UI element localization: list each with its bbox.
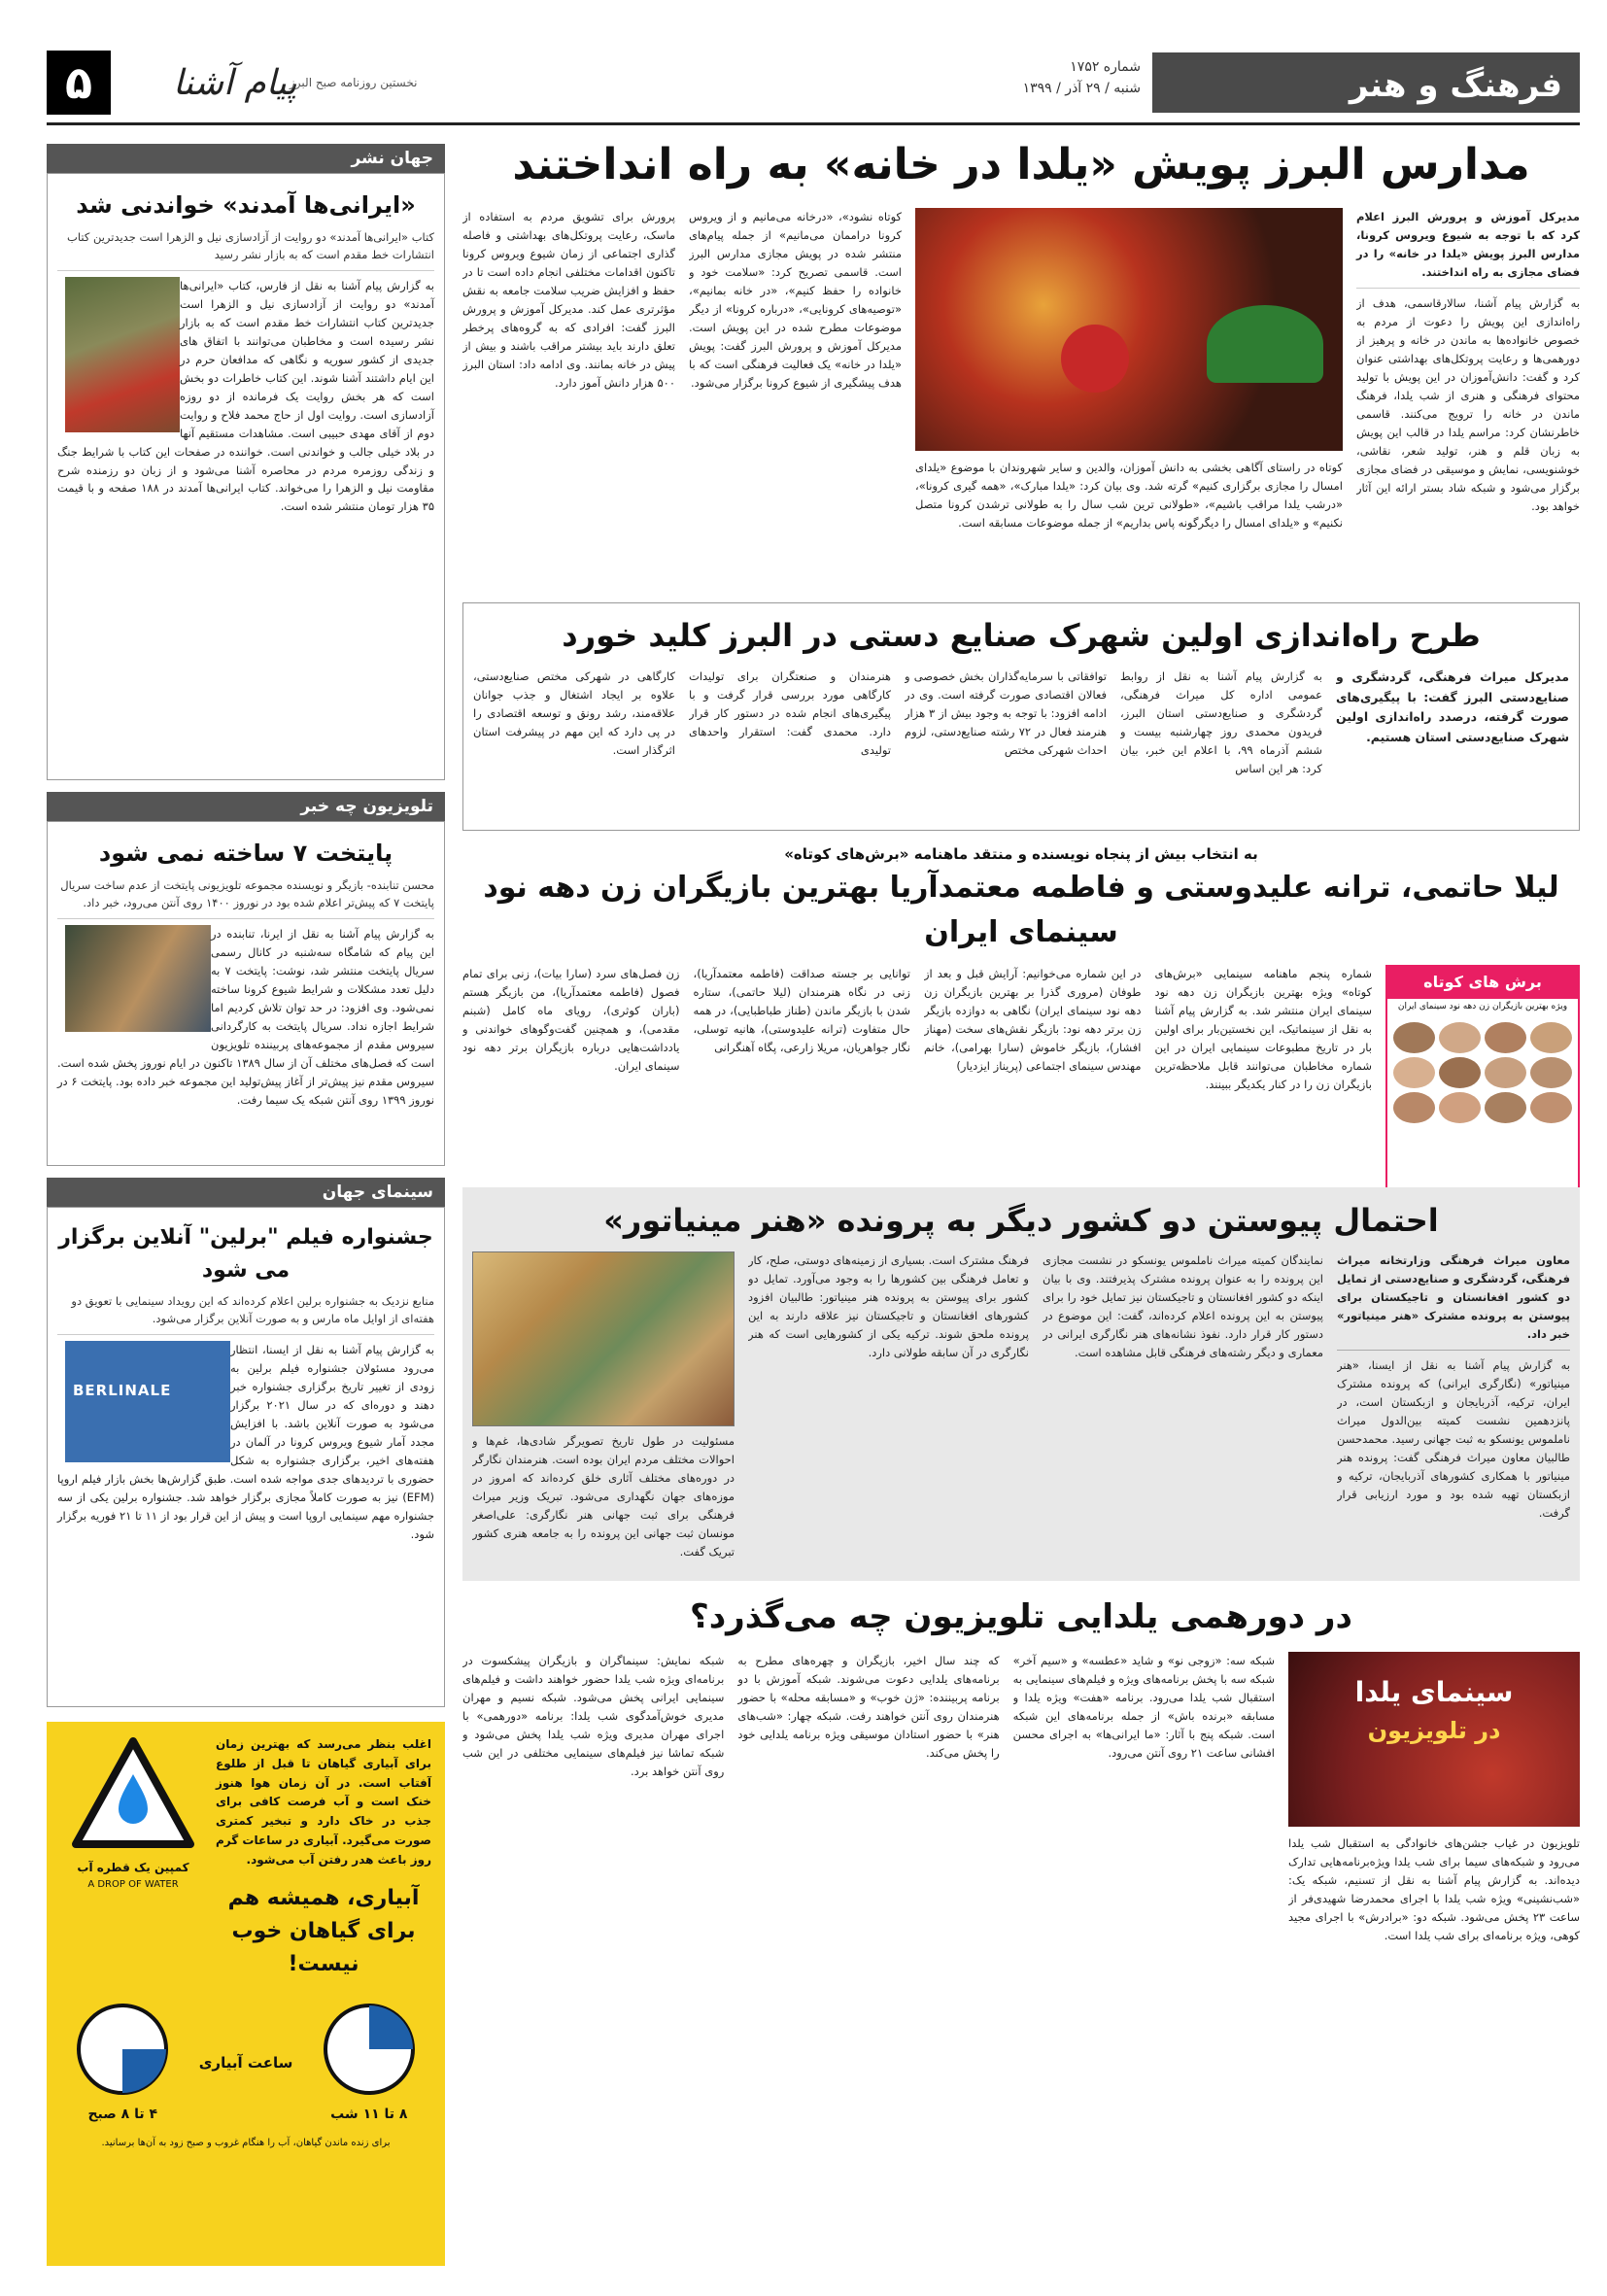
ad-footnote: برای زنده ماندن گیاهان، آب را هنگام غروب و صبح زود به آن‌ها برسانید. <box>101 2137 391 2148</box>
newspaper-tagline: نخستین روزنامه صبح البرز <box>290 76 418 89</box>
yalda-lead: مدیرکل آموزش و پرورش البرز اعلام کرد که با توجه به شیوع ویروس کرونا، مدارس البرز پویش «یلدا در خانه» را در فضای مجازی به راه انداختند. <box>1356 208 1580 289</box>
ad-brand: کمپین یک قطره آب <box>77 1861 189 1875</box>
tv-lead: محسن تنابنده- بازیگر و نویسنده مجموعه تلویزیونی پایتخت از عدم ساخت سریال پایتخت ۷ که پیش‌تر اعلام شده بود در نوروز ۱۴۰۰ روی آنتن می‌رود، خبر داد. <box>57 877 434 919</box>
tv-header: تلویزیون چه خبر <box>47 792 445 821</box>
miniature-painting-image <box>472 1251 735 1426</box>
crafts-col1: به گزارش پیام آشنا به نقل از روابط عمومی اداره کل میراث فرهنگی، گردشگری و صنایع‌دستی استان البرز، فریدون محمدی روز چهارشنبه بیست و ششم آذرماه ۹۹، با اعلام این خبر، بیان کرد: هر این اساس <box>1120 669 1322 775</box>
berlinale-text: BERLINALE <box>73 1381 172 1399</box>
miniature-title: احتمال پیوستن دو کشور دیگر به پرونده «هنر مینیاتور» <box>603 1202 1439 1239</box>
section-header <box>1152 52 1580 113</box>
water-campaign-ad <box>47 1722 445 2266</box>
poster-line1: سینمای یلدا <box>1354 1676 1514 1708</box>
actresses-col4: زن فصل‌های سرد (سارا بیات)، زنی برای تمام فصول (فاطمه معتمدآریا)، من بازیگر هستم (باران کوثری)، رویای ماه کامل (شبنم مقدمی)، و همچنین گفت‌وگوهای خواندنی و یادداشت‌هایی درباره بازیگران برتر دهه نود سینمای ایران. <box>462 967 680 1074</box>
book-cover-image <box>65 277 180 432</box>
clock-morning-label: ۴ تا ۸ صبح <box>87 2107 158 2122</box>
yalda-tv-col4: شبکه نمایش: سینماگران و بازیگران پیشکسوت در برنامه‌ای ویژه شب یلدا حضور خواهند داشت و فیلم‌های سینمایی ایرانی پخش می‌شود. شبکه نسیم و مهران مدیری خوش‌آمدگوی شب یلدا: برنامه «دورهمی» با اجرای مهران مدیری ویژه شب یلدا پخش می‌شود و شبکه تماشا نیز فیلم‌های سینمایی مختلفی در این شب روی آنتن خواهد برد. <box>462 1654 725 1778</box>
crafts-col2: توافقاتی با سرمایه‌گذاران بخش خصوصی و فعالان اقتصادی صورت گرفته است. وی در ادامه افزود: با توجه به وجود بیش از ۳ هزار هنرمند فعال در ۷۲ رشته صنایع‌دستی، لزوم احداث شهرکی مختص <box>905 669 1107 757</box>
actresses-article <box>462 843 1580 1179</box>
clock-morning-icon <box>74 2001 171 2098</box>
yalda-tv-col3: که چند سال اخیر، بازیگران و چهره‌های مطرح به برنامه‌های یلدایی دعوت می‌شوند. شبکه آموزش با دو برنامه پربیننده: «ژن خوب» و «مسابقه محله» با حضور هنرمندان روی آنتن خواهند رفت. شبکه چهار: «شب‌های هنر» با حضور استادان موسیقی ویژه برنامه یلدایی خود را پخش می‌کند. <box>737 1654 1000 1760</box>
issue-info <box>1023 56 1141 100</box>
poster-line2: در تلویزیون <box>1367 1717 1501 1745</box>
actresses-kicker: به انتخاب بیش از پنجاه نویسنده و منتقد ماهنامه «برش‌های کوتاه» <box>784 845 1258 863</box>
warning-water-icon <box>70 1735 196 1852</box>
yalda-col1: به گزارش پیام آشنا، سالارقاسمی، هدف از راه‌اندازی این پویش را دعوت از مردم به خصوص خانواده‌ها به ماندن در خانه و پرهیز از دورهمی‌ها و رعایت پروتکل‌های بهداشتی عنوان کرد و گفت: دانش‌آموزان در این پویش با تولید محتوای فرهنگی و هنری از شب یلدا، فرهنگ ماندن در خانه را ترویج می‌کنند. قاسمی خاطرنشان کرد: مراسم یلدا در قالب این پویش به زبان قلم و هنر، تولید شعر، نقاشی، خوشنویسی، نمایش و موسیقی در فضای مجازی برگزار می‌شود و شبکه شاد بستر ارائه این آثار خواهد بود. <box>1356 295 1580 513</box>
publish-lead: کتاب «ایرانی‌ها آمدند» دو روایت از آزادسازی نیل و الزهرا است جدیدترین کتاب انتشارات خط مقدم است که به بازار نشر رسید <box>57 229 434 271</box>
tv-title: پایتخت ۷ ساخته نمی شود <box>98 840 393 867</box>
yalda-tv-col1: تلویزیون در غیاب جشن‌های خانوادگی به استقبال شب یلدا می‌رود و شبکه‌های سیما برای شب یلدا ویژه‌برنامه‌هایی تدارک دیده‌اند. به گزارش پیام آشنا به نقل از تسنیم، شبکه یک: «شب‌نشینی» ویژه شب یلدا با اجرای محمدرضا شهیدی‌فر از ساعت ۲۳ پخش می‌شود. شبکه دو: «برادرش» با اجرای مجید کوهی، ویژه برنامه‌ای برای شب یلدا است. <box>1288 1836 1580 1942</box>
actresses-col1: شماره پنجم ماهنامه سینمایی «برش‌های کوتاه» ویژه بهترین بازیگران زن دهه نود سینمای ایران منتشر شد. به گزارش پیام آشنا به نقل از سینماتیک، این نخستین‌بار برای اولین بار در تاریخ مطبوعات سینمایی ایران در این شماره مخاطبان می‌توانند قابل ملاحظه‌ترین بازیگران زن را در کنار یکدیگر ببینند. <box>1154 967 1372 1092</box>
masthead-rule <box>47 122 1580 125</box>
publish-title: «ایرانی‌ها آمدند» خواندنی شد <box>76 191 416 219</box>
yalda-col4: پرورش برای تشویق مردم به استفاده از ماسک، رعایت پروتکل‌های بهداشتی و فاصله گذاری اجتماعی از زمان شیوع ویروس کرونا تاکنون اقدامات مختلفی انجام داده است تا در حفظ و افزایش ضریب سلامت جامعه به نقش مؤثرتری عمل کند. مدیرکل آموزش و پرورش البرز گفت: افرادی که به گروه‌های پرخطر تعلق دارند باید بیشتر مراقب باشند و بیش از پیش در خانه بمانند. وی ادامه داد: استان البرز ۵۰۰ هزار دانش آموز دارد. <box>462 210 675 390</box>
newspaper-logo: پیام آشنا <box>173 63 297 103</box>
ad-brand-en: A DROP OF WATER <box>87 1878 179 1890</box>
miniature-col2: نمایندگان کمیته میراث ناملموس یونسکو در نشست مجازی این پرونده را به عنوان پرونده مشترک پذیرفتند. وی با بیان اینکه دو کشور افغانستان و تاجیکستان نیز تمایل خود را برای پیوستن به این پرونده اعلام کرده‌اند، گفت: این موضوع در دستور کار قرار دارد. نفوذ نشانه‌های هنر نگارگری ایرانی در معماری و دیگر رشته‌های فرهنگی قابل مشاهده است. <box>1043 1253 1323 1359</box>
berlinale-image <box>65 1341 230 1462</box>
magazine-cover-image <box>1385 965 1580 1198</box>
miniature-col4: مسئولیت در طول تاریخ تصویرگر شادی‌ها، غم‌ها و احوالات مختلف مردم ایران بوده است. هنرمندان نگارگر در دوره‌های مختلف آثاری خلق کرده‌اند که امروز در موزه‌های جهان نگهداری می‌شود. تبریک وزیر میراث فرهنگی برای ثبت جهانی هنر نگارگری: علی‌اصغر مونسان ثبت جهانی این پرونده را به جامعه هنری کشور تبریک گفت. <box>472 1434 735 1559</box>
yalda-col3: کوتاه نشود»، «درخانه می‌مانیم و از ویروس کرونا دراممان می‌مانیم» از جمله پیام‌های منتشر شده در پویش مجازی مدارس البرز است. قاسمی تصریح کرد: «سلامت خود و خانواده را حفظ کنیم»، «در خانه بمانیم»، «توصیه‌های کرونایی»، «درباره کرونا» از دیگر موضوعات مطرح شده در این پویش است. مدیرکل آموزش و پرورش البرز گفت: پویش «یلدا در خانه» یک فعالیت فرهنگی است که با هدف پیشگیری از شیوع کرونا برگزار می‌شود. <box>689 210 902 390</box>
cinema-news-block <box>47 1178 445 1707</box>
tv-body: به گزارش پیام آشنا به نقل از ایرنا، تنابنده در این پیام که شامگاه سه‌شنبه در کانال رسمی سریال پایتخت منتشر شد، نوشت: پایتخت ۷ به دلیل تعدد مشکلات و شرایط شیوع کرونا ساخته نمی‌شود. وی افزود: در حد توان تلاش کردیم اما شرایط اجازه نداد. سریال پایتخت به کارگردانی سیروس مقدم از مجموعه‌های پربیننده تلویزیون است که فصل‌های مختلف آن از سال ۱۳۸۹ تاکنون در ایام نوروز پخش شده است. سیروس مقدم نیز پیش‌تر از آغاز پیش‌تولید این مجموعه خبر داده بود. پایتخت ۶ در نوروز ۱۳۹۹ روی آنتن شبکه یک سیما رفت. <box>57 926 434 1107</box>
miniature-article <box>462 1187 1580 1581</box>
clock-night-icon <box>321 2001 418 2098</box>
actresses-col3: توانایی بر جسته صداقت (فاطمه معتمدآریا)، زنی در نگاه هنرمندان (لیلا حاتمی)، ستاره شدن با بازیگر ماندن (طناز طباطبایی)، در همه حال متفاوت (ترانه علیدوستی)، هانیه توسلی، نگار جواهریان، مریلا زارعی، پگاه آهنگرانی <box>693 967 910 1055</box>
miniature-col1: به گزارش پیام آشنا به نقل از ایسنا، «هنر مینیاتور» (نگارگری ایرانی) که پرونده مشترک ایران، ترکیه، آذربایجان و ازبکستان است، در پانزدهمین نشست کمیته بین‌الدول میراث ناملموس یونسکو به ثبت جهانی رسید. محمدحسن طالبیان معاون میراث فرهنگی گفت: پرونده هنر مینیاتور با همکاری کشورهای آذربایجان، ترکیه و ازبکستان تهیه شده بود و مورد ارزیابی قرار گرفت. <box>1337 1357 1570 1520</box>
miniature-col3: فرهنگ مشترک است. بسیاری از زمینه‌های دوستی، صلح، کار و تعامل فرهنگی بین کشورها را به وجود می‌آورد. تمایل دو کشور برای پیوستن به پرونده هنر مینیاتور: طالبیان افزود کشورهای افغانستان و تاجیکستان نیز علاقه دارند به این پرونده ملحق شوند. ترکیه یکی از کشورهایی است که هنر نگارگری در آن سابقه طولانی دارد. <box>748 1253 1029 1359</box>
clock-night-label: ۸ تا ۱۱ شب <box>330 2107 408 2122</box>
cinema-body: به گزارش پیام آشنا به نقل از ایسنا، انتظار می‌رود مسئولان جشنواره فیلم برلین به زودی از تغییر تاریخ برگزاری جشنواره خبر دهند و دوره‌ای که در سال ۲۰۲۱ برگزار می‌شود به صورت آنلاین باشد. با افزایش مجدد آمار شیوع ویروس کرونا در آلمان در هفته‌های اخیر، برگزاری جشنواره به شکل حضوری با تردیدهای جدی مواجه شده است. طبق گزارش‌ها بخش بازار فیلم اروپا (EFM) نیز به صورت کاملاً مجازی برگزار خواهد شد. جشنواره برلین یکی از سه جشنواره مهم سینمایی اروپا است و پیش از این قرار بود از ۱۱ تا ۲۱ فوریه برگزار شود. <box>57 1342 434 1541</box>
yalda-tv-title: در دورهمی یلدایی تلویزیون چه می‌گذرد؟ <box>690 1597 1352 1636</box>
yalda-tv-article <box>462 1592 1580 2272</box>
issue-date: شنبه / ۲۹ آذر / ۱۳۹۹ <box>1022 81 1141 97</box>
watering-time-label: ساعت آبیاری <box>198 2053 293 2072</box>
issue-number: شماره ۱۷۵۲ <box>1070 59 1141 75</box>
yalda-tv-poster-image <box>1288 1652 1580 1827</box>
masthead-brand <box>47 51 455 115</box>
tv-news-block <box>47 792 445 1166</box>
crafts-col3: هنرمندان و صنعتگران برای تولیدات کارگاهی مورد بررسی قرار گرفت و با پیگیری‌های انجام شده در دستور کار قرار دارد. محمدی گفت: استقرار واحدهای تولیدی <box>689 669 891 757</box>
crafts-title: طرح راه‌اندازی اولین شهرک صنایع دستی در البرز کلید خورد <box>562 617 1481 654</box>
cinema-lead: منابع نزدیک به جشنواره برلین اعلام کرده‌اند که این رویداد سینمایی با تعویق دو هفته‌ای از اوایل ماه مارس و به صورت آنلاین برگزار می‌شود. <box>57 1293 434 1335</box>
actresses-col2: در این شماره می‌خوانیم: آرایش قبل و بعد از طوفان (مروری گذرا بر بهترین بازیگران زن دهه نود سینمای ایران) نگاهی به دوازده بازیگر زن برتر دهه نود: بازیگر نقش‌های سخت (مهناز افشار)، بازیگر خاموش (سارا بهرامی)، خانم مهندس سینمای اجتماعی (پریناز ایزدیار) <box>924 967 1142 1074</box>
yalda-article <box>462 136 1580 578</box>
crafts-lead: مدیرکل میراث فرهنگی، گردشگری و صنایع‌دستی البرز گفت: با پیگیری‌های صورت گرفته، درصدد راه‌اندازی اولین شهرک صنایع‌دستی استان هستیم. <box>1336 669 1569 744</box>
ad-body: اغلب بنظر می‌رسد که بهترین زمان برای آبیاری گیاهان تا قبل از طلوع آفتاب است. در آن زمان هوا هنوز خنک است و آب فرصت کافی برای جذب در خاک دارد و تبخیر کمتری صورت می‌گیرد. آبیاری در ساعات گرم روز باعث هدر رفتن آب می‌شود. <box>216 1737 431 1867</box>
publish-header: جهان نشر <box>47 144 445 173</box>
yalda-tv-col2: شبکه سه: «زوجی نو» و شاید «عطسه» و «سیم آخر» شبکه سه با پخش برنامه‌های ویژه و فیلم‌های سینمایی به استقبال شب یلدا می‌رود. برنامه «هفت» ویژه یلدا و مسابقه «برنده باش» از جمله برنامه‌های این شبکه است. شبکه پنج با آثار: «ما ایرانی‌ها» به اجرای محسن افشانی ساعت ۲۱ روی آنتن می‌رود. <box>1012 1654 1275 1760</box>
publish-news-block <box>47 144 445 780</box>
magazine-sub: ویژه بهترین بازیگران زن دهه نود سینمای ایران <box>1397 1002 1568 1012</box>
ad-slogan: آبیاری، همیشه هم برای گیاهان خوب نیست! <box>227 1885 420 1976</box>
page-number: ۵ <box>47 51 111 115</box>
yalda-night-image <box>915 208 1343 451</box>
crafts-col4: کارگاهی در شهرکی مختص صنایع‌دستی، علاوه بر ایجاد اشتغال و جذب جوانان علاقه‌مند، رشد رونق و توسعه اقتصادی را در پی دارد که این مهم در پیشرفت استان اثرگذار است. <box>473 669 675 757</box>
yalda-col2: کوتاه در راستای آگاهی بخشی به دانش آموزان، والدین و سایر شهروندان با موضوع «یلدای امسال را مجازی برگزاری کنیم» گرته شد. وی بیان کرد: «یلدا مبارک»، «همه گیری کرونا»، «درشب یلدا مراقب باشیم»، «طولانی ترین شب سال را به طولانی ترشدن کرونا متصل نکنیم» و «یلدای امسال را دیگرگونه پاس بداریم» از جمله موضوعات مسابقه است. <box>915 461 1343 530</box>
section-title: فرهنگ و هنر <box>1349 66 1562 105</box>
crafts-article <box>462 602 1580 831</box>
miniature-lead: معاون میراث فرهنگی وزارتخانه میراث فرهنگی، گردشگری و صنایع‌دستی از تمایل دو کشور افغانستان و تاجیکستان برای پیوستن به پرونده مشترک «هنر مینیاتور» خبر داد. <box>1337 1251 1570 1351</box>
magazine-name: برش های کوتاه <box>1387 967 1578 999</box>
yalda-title: مدارس البرز پویش «یلدا در خانه» به راه انداختند <box>512 140 1530 189</box>
tv-series-cast-image <box>65 925 211 1032</box>
publish-body: به گزارش پیام آشنا به نقل از فارس، کتاب «ایرانی‌ها آمدند» دو روایت از آزادسازی نیل و الزهرا است جدیدترین کتاب انتشارات خط مقدم است که به بازار نشر رسیده است و مخاطبان می‌توانند با اتفاق های جدیدی از کشور سوریه و نگاهی که مدافعان حرم در این ایام داشتند آشنا شوند. این کتاب خاطرات دو بخش است که هر بخش روایت یک فرمانده از دو روزه آزادسازی است. روایت اول از حاج محمد فلاح و روایت دوم از آقای مهدی حبیبی است. مشاهدات مستقیم آنها در بلاد خیلی جالب و خواندنی است. خواننده در صفحات این کتاب با شرایط جنگ و زندگی روزمره مردم در محاصره آشنا می‌شود و از زبان دو رزمنده شرح مقاومت نیل و الزهرا را می‌خواند. کتاب ایرانی‌ها آمدند در ۱۸۸ صفحه و با قیمت ۳۵ هزار تومان منتشر شده است. <box>57 278 434 514</box>
cinema-title: جشنواره فیلم "برلین" آنلاین برگزار می شود <box>58 1225 433 1284</box>
actresses-title: لیلا حاتمی، ترانه علیدوستی و فاطمه معتمدآریا بهترین بازیگران زن دهه نود سینمای ایران <box>483 871 1559 950</box>
cinema-header: سینمای جهان <box>47 1178 445 1207</box>
